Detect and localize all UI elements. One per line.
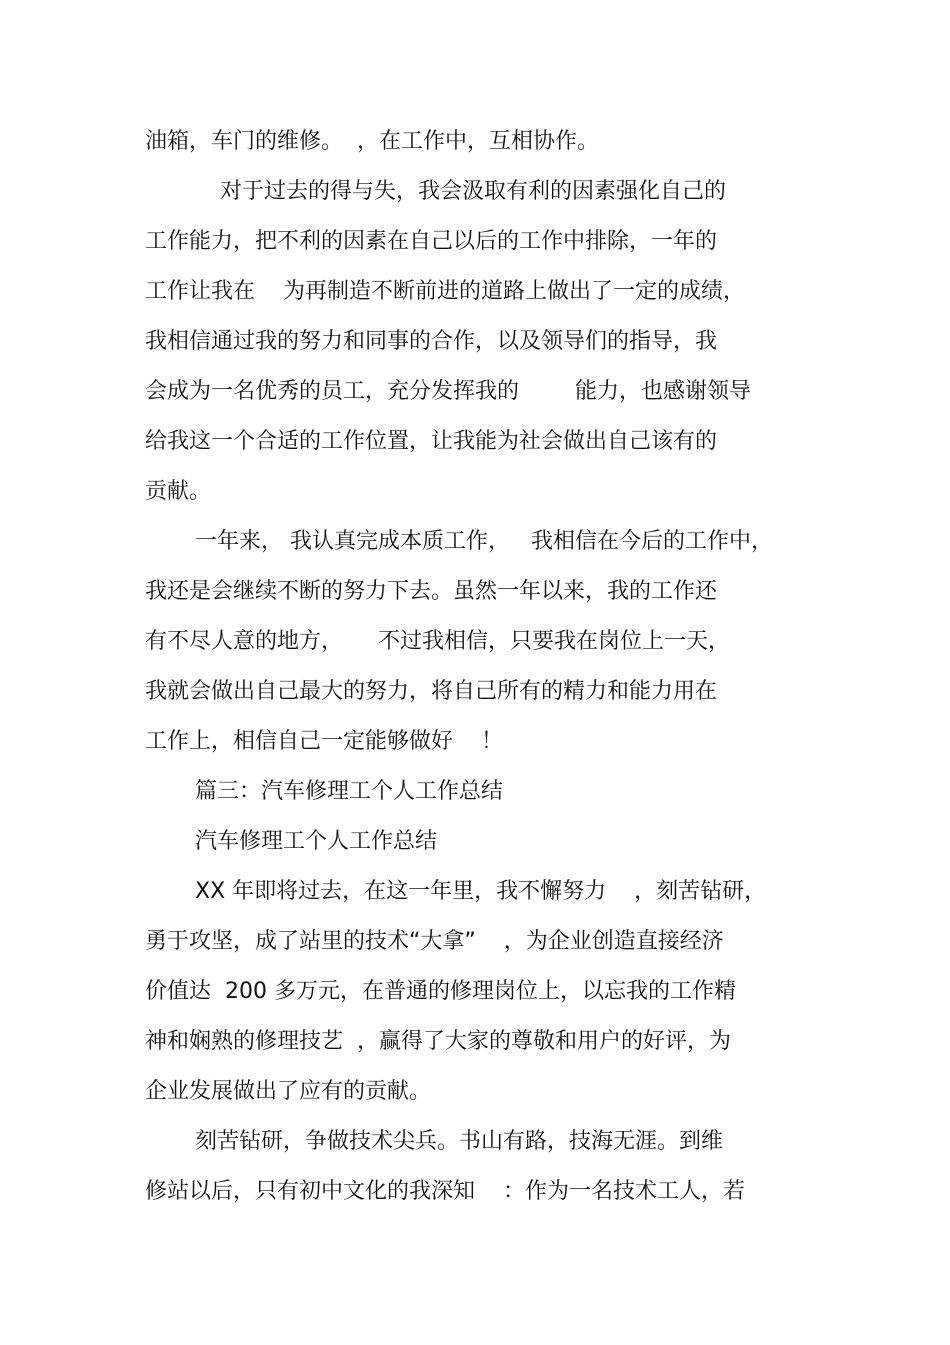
text-line: 我还是会继续不断的努力下去。虽然一年以来，我的工作还 bbox=[145, 579, 718, 604]
text-line: 我相信通过我的努力和同事的合作，以及领导们的指导，我 bbox=[145, 329, 718, 354]
paragraph-first-line: XX 年即将过去，在这一年里，我不懈努力 ，刻苦钻研， bbox=[195, 879, 767, 904]
paragraph-first-line: 一年来， 我认真完成本质工作， 我相信在今后的工作中， bbox=[195, 529, 773, 554]
text-line: 神和娴熟的修理技艺 ，赢得了大家的尊敬和用户的好评，为 bbox=[145, 1029, 731, 1054]
text-line: 贡献。 bbox=[145, 479, 212, 504]
paragraph-first-line: 对于过去的得与失，我会汲取有利的因素强化自己的 bbox=[220, 179, 727, 204]
text-line: 油箱，车门的维修。 ，在工作中，互相协作。 bbox=[145, 129, 599, 154]
paragraph-first-line: 刻苦钻研，争做技术尖兵。书山有路，技海无涯。到维 bbox=[195, 1129, 724, 1154]
text-line: 工作让我在 为再制造不断前进的道路上做出了一定的成绩， bbox=[145, 279, 745, 304]
section-heading: 篇三：汽车修理工个人工作总结 bbox=[195, 779, 504, 804]
text-line: 有不尽人意的地方， 不过我相信，只要我在岗位上一天， bbox=[145, 629, 730, 654]
text-line: 企业发展做出了应有的贡献。 bbox=[145, 1079, 432, 1104]
text-line: 修站以后，只有初中文化的我深知 ：作为一名技术工人，若 bbox=[145, 1179, 745, 1204]
text-line: 给我这一个合适的工作位置，让我能为社会做出自己该有的 bbox=[145, 429, 718, 454]
text-line: 我就会做出自己最大的努力，将自己所有的精力和能力用在 bbox=[145, 679, 718, 704]
text-line: 工作上，相信自己一定能够做好 ！ bbox=[145, 729, 503, 754]
text-line: 价值达 200 多万元，在普通的修理岗位上，以忘我的工作精 bbox=[145, 979, 736, 1004]
text-line: 工作能力，把不利的因素在自己以后的工作中排除，一年的 bbox=[145, 229, 718, 254]
text-line: 勇于攻坚，成了站里的技术“大拿” ，为企业创造直接经济 bbox=[145, 929, 724, 954]
text-line: 会成为一名优秀的员工，充分发挥我的 能力，也感谢领导 bbox=[145, 379, 751, 404]
section-subtitle: 汽车修理工个人工作总结 bbox=[195, 829, 438, 854]
